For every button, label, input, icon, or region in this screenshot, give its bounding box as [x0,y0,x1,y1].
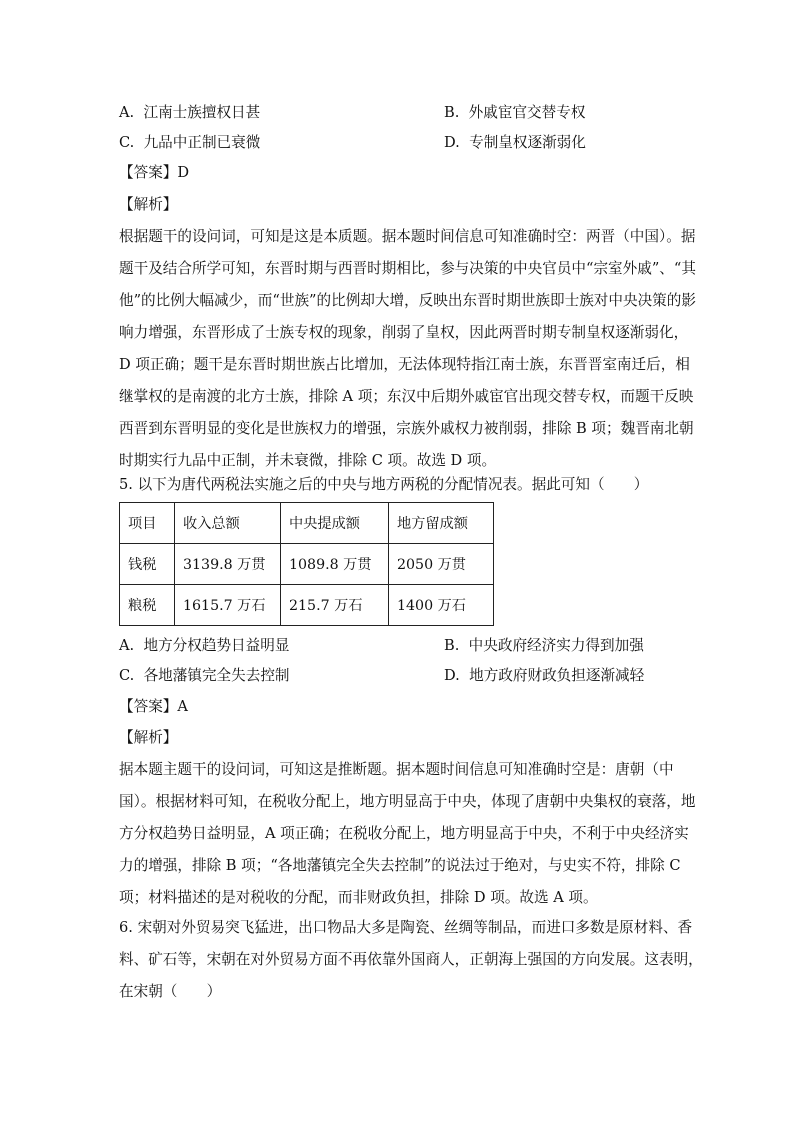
q5-option-b [444,636,644,656]
option-text: 中央政府经济实力得到加强 [468,637,644,654]
option-label: B. [444,637,460,654]
option-label: B. [444,104,460,121]
q5-analysis [119,760,696,920]
q5-question: 5. 以下为唐代两税法实施之后的中央与地方两税的分配情况表。据此可知（ ） [119,476,649,493]
question-line: 在宋朝（ ） [119,983,222,1000]
q4-option-c [119,133,260,153]
option-text: 江南士族擅权日甚 [143,104,261,121]
q4-option-a [119,103,260,123]
q4-option-d [444,133,586,153]
option-text: 外戚宦官交替专权 [468,104,586,121]
q6-question [119,918,703,1014]
option-text: 专制皇权逐渐弱化 [469,134,586,151]
option-label: C. [119,667,135,684]
q4-option-b [444,103,585,123]
analysis-line: 据本题主题干的设问词，可知这是推断题。据本题时间信息可知准确时空是：唐朝（中 [119,761,674,778]
analysis-line: 时期实行九品中正制，并未衰微，排除 C 项。故选 D 项。 [119,452,497,469]
q5-option-a [119,636,289,656]
option-label: D. [444,134,460,151]
table-cell: 粮税 [120,585,175,626]
table-header-cell: 地方留成额 [389,503,494,544]
option-text: 地方政府财政负担逐渐减轻 [469,667,645,684]
analysis-line: 项；材料描述的是对税收的分配，而非财政负担，排除 D 项。故选 A 项。 [119,889,598,906]
table-cell: 1089.8 万贯 [281,544,389,585]
q5-answer: 【答案】A [119,698,188,715]
analysis-line: 题干及结合所学可知，东晋时期与西晋时期相比，参与决策的中央官员中“宗室外戚”、“其 [119,260,696,277]
q4-answer: 【答案】D [119,164,190,181]
q4-analysis-title: 【解析】 [119,196,178,213]
analysis-line: 方分权趋势日益明显，A 项正确；在税收分配上，地方明显高于中央，不利于中央经济实 [119,825,689,842]
question-line: 6. 宋朝对外贸易突飞猛进，出口物品大多是陶瓷、丝绸等制品，而进口多数是原材料、香 [119,919,693,936]
table-cell: 215.7 万石 [281,585,389,626]
analysis-line: 力的增强，排除 B 项；“各地藩镇完全失去控制”的说法过于绝对，与史实不符，排除 C [119,857,681,874]
analysis-line: 继掌权的是南渡的北方士族，排除 A 项；东汉中后期外戚宦官出现交替专权，而题干反映 [119,388,694,405]
analysis-line: 国）。根据材料可知，在税收分配上，地方明显高于中央，体现了唐朝中央集权的衰落，地 [119,793,696,810]
analysis-line: 根据题干的设问词，可知是这是本质题。据本题时间信息可知准确时空：两晋（中国）。据 [119,228,696,245]
table-cell: 1400 万石 [389,585,494,626]
table-header-cell: 收入总额 [175,503,281,544]
option-text: 地方分权趋势日益明显 [143,637,290,654]
analysis-line: 西晋到东晋明显的变化是世族权力的增强，宗族外戚权力被削弱，排除 B 项；魏晋南北朝 [119,420,694,437]
question-line: 料、矿石等，宋朝在对外贸易方面不再依靠外国商人，正朝海上强国的方向发展。这表明， [119,951,703,968]
table-cell: 1615.7 万石 [175,585,281,626]
table-cell: 2050 万贯 [389,544,494,585]
option-text: 各地藩镇完全失去控制 [143,667,290,684]
analysis-line: 他”的比例大幅减少，而“世族”的比例却大增，反映出东晋时期世族即士族对中央决策的影 [119,292,696,309]
table-cell: 3139.8 万贯 [175,544,281,585]
q5-option-c [119,666,290,686]
tax-distribution-table [119,502,494,626]
option-label: C. [119,134,135,151]
option-text: 九品中正制已衰微 [143,134,261,151]
table-header-row [120,503,494,544]
table-row [120,585,494,626]
table-cell: 钱税 [120,544,175,585]
option-label: A. [119,637,135,654]
q4-analysis [119,227,696,483]
table-header-cell: 项目 [120,503,175,544]
table-header-cell: 中央提成额 [281,503,389,544]
option-label: D. [444,667,460,684]
q5-analysis-title: 【解析】 [119,729,178,746]
table-row [120,544,494,585]
option-label: A. [119,104,135,121]
analysis-line: 响力增强，东晋形成了士族专权的现象，削弱了皇权，因此两晋时期专制皇权逐渐弱化， [119,324,689,341]
q5-option-d [444,666,644,686]
analysis-line: D 项正确；题干是东晋时期世族占比增加，无法体现特指江南士族，东晋晋室南迁后，相 [119,356,690,373]
